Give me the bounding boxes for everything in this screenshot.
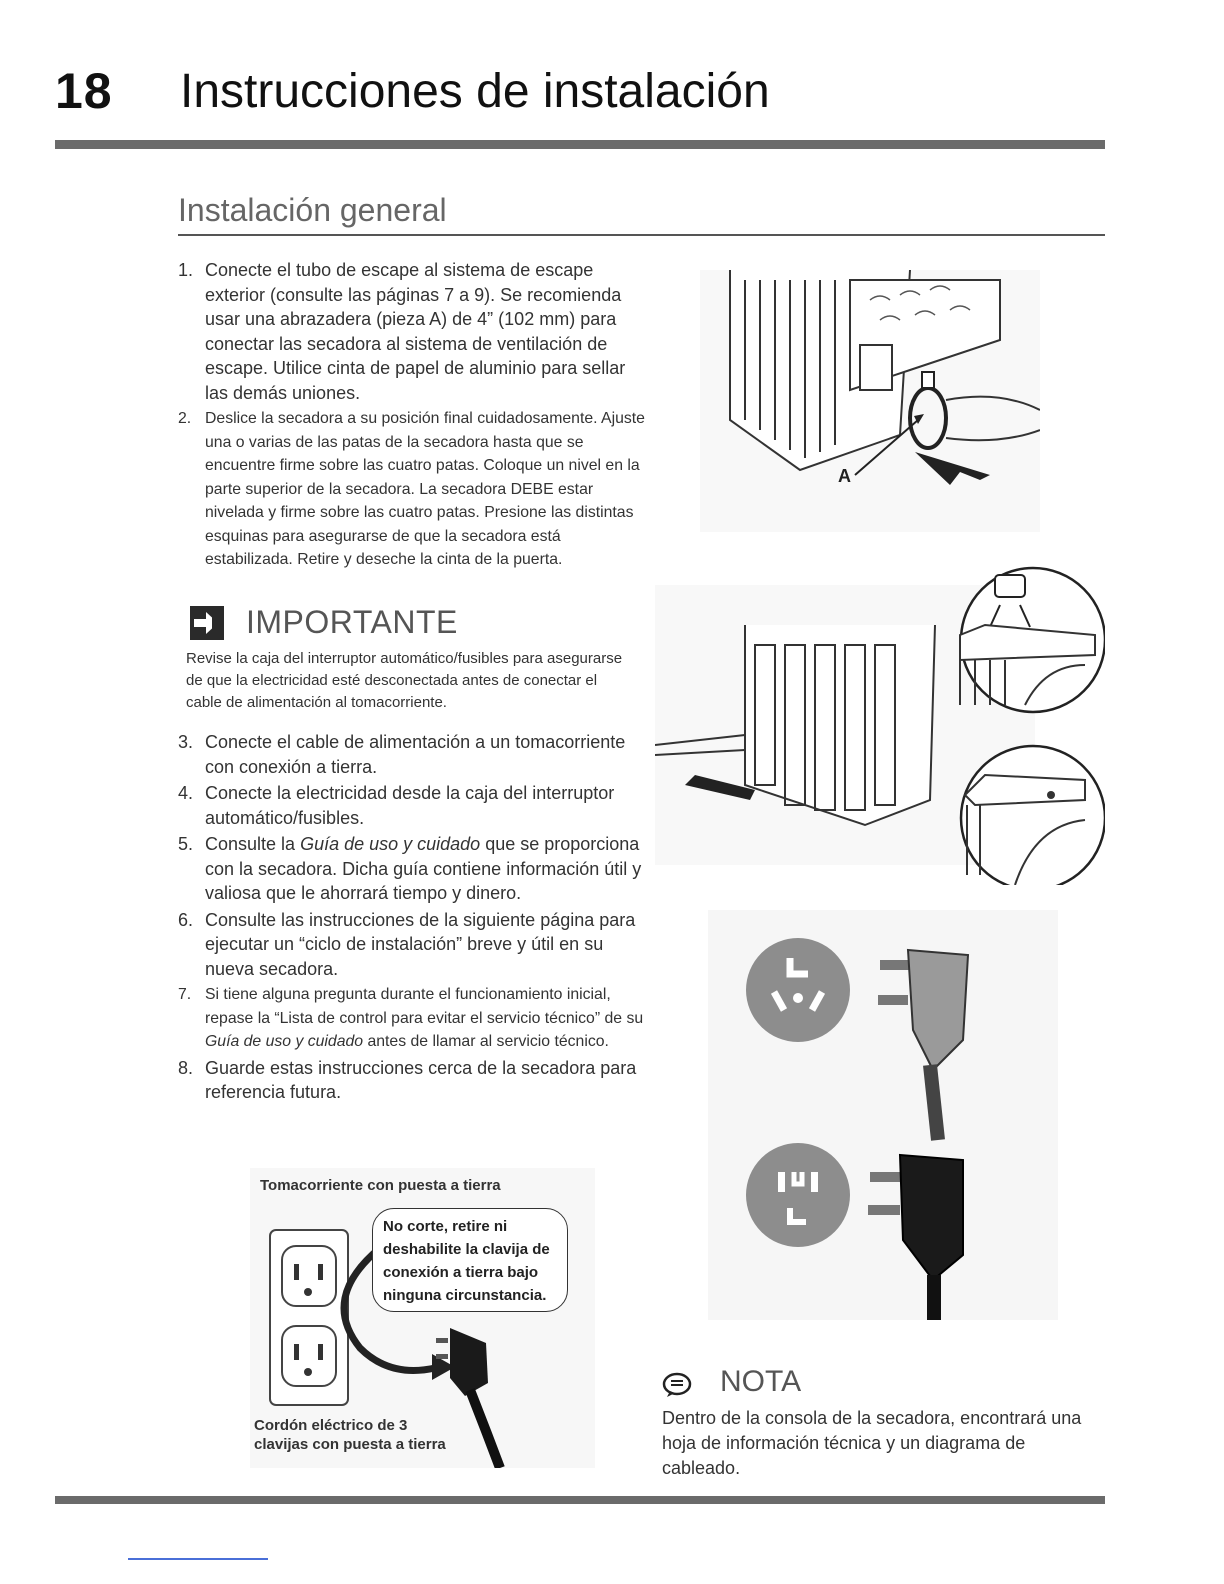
note-text: Dentro de la consola de la secadora, encontrará una hoja de información técnica y un diagrama de cableado. [662,1408,1082,1478]
note-icon [662,1372,692,1398]
important-text: Revise la caja del interruptor automático/fusibles para asegurarse de que la electricidad esté desconectada antes de conectar el cable de alimentación al tomacorriente. [186,650,623,711]
footer-rule [55,1496,1105,1504]
important-icon [190,606,224,640]
step-text-pre: Consulte la [205,834,301,854]
part-a-label: A [838,466,851,486]
outlet-label: Tomacorriente con puesta a tierra [260,1177,501,1194]
steps-list-a [178,258,648,574]
step-5 [178,832,648,906]
step-text: Deslice la secadora a su posición final cuidadosamente. Ajuste una o varias de las patas de la secadora hasta que se encuentre firme sobre las cuatro patas. Coloque un nivel en la parte superior de la secadora. La secadora DEBE estar nivelada y firme sobre las cuatro patas. Presione las distintas esquinas para asegurarse de que la secadora está estabilizada. Retire y deseche la cinta de la puerta. [205,410,645,568]
step-text: Conecte la electricidad desde la caja del interruptor automático/fusibles. [205,783,615,828]
step-number: 2. [178,410,192,427]
section-title: Instalación general [178,192,447,228]
step-2 [178,407,648,572]
step-8 [178,1056,648,1105]
step-text: Consulte las instrucciones de la siguiente página para ejecutar un “ciclo de instalación” breve y útil en su nueva secadora. [205,909,636,979]
step-3 [178,730,648,779]
important-title: IMPORTANTE [246,604,458,640]
steps-list-b [178,730,648,1107]
step-1 [178,258,648,405]
step-7 [178,983,648,1054]
step-text: Conecte el tubo de escape al sistema de escape exterior (consulte las páginas 7 a 9). Se recomienda usar una abrazadera (pieza A) de 4” (102 mm) para conectar las secadora al sistema de ventilación de escape. Utilice cinta de papel de aluminio para sellar las demás uniones. [205,260,626,403]
page-title: Instrucciones de instalación [180,65,770,118]
step-number: 6. [178,909,194,930]
step-number: 4. [178,783,194,803]
step-6 [178,908,648,982]
guide-title: Guía de uso y cuidado [300,834,481,854]
footer-accent-line [128,1558,268,1560]
step-text-post: que se proporciona con la secadora. Dicha guía contiene información útil y valiosa que le ahorrará tiempo y dinero. [205,834,642,903]
exhaust-clamp-illustration [700,270,1040,532]
header-rule [55,140,1105,149]
cord-label: Cordón eléctrico de 3 clavijas con puesta a tierra [254,1417,446,1453]
step-number: 1. [178,260,194,280]
step-text: Guarde estas instrucciones cerca de la secadora para referencia futura. [205,1057,637,1102]
step-text-pre: Si tiene alguna pregunta durante el funcionamiento inicial, repase la “Lista de control para evitar el servicio técnico” de su [205,986,644,1027]
step-4 [178,781,648,830]
step-number: 3. [178,732,194,752]
guide-title: Guía de uso y cuidado [205,1033,364,1050]
page-number: 18 [55,63,113,119]
section-rule [178,234,1105,236]
power-plugs-illustration [708,910,1058,1320]
step-number: 5. [178,834,194,854]
dryer-leveling-illustration [655,565,1105,885]
note-title: NOTA [720,1365,802,1398]
step-text-post: antes de llamar al servicio técnico. [363,1033,609,1050]
step-text: Conecte el cable de alimentación a un tomacorriente con conexión a tierra. [205,732,626,777]
step-number: 7. [178,986,192,1003]
step-number: 8. [178,1057,194,1078]
ground-pin-warning-callout: No corte, retire ni deshabilite la clavija de conexión a tierra bajo ninguna circunstancia. [372,1208,568,1312]
